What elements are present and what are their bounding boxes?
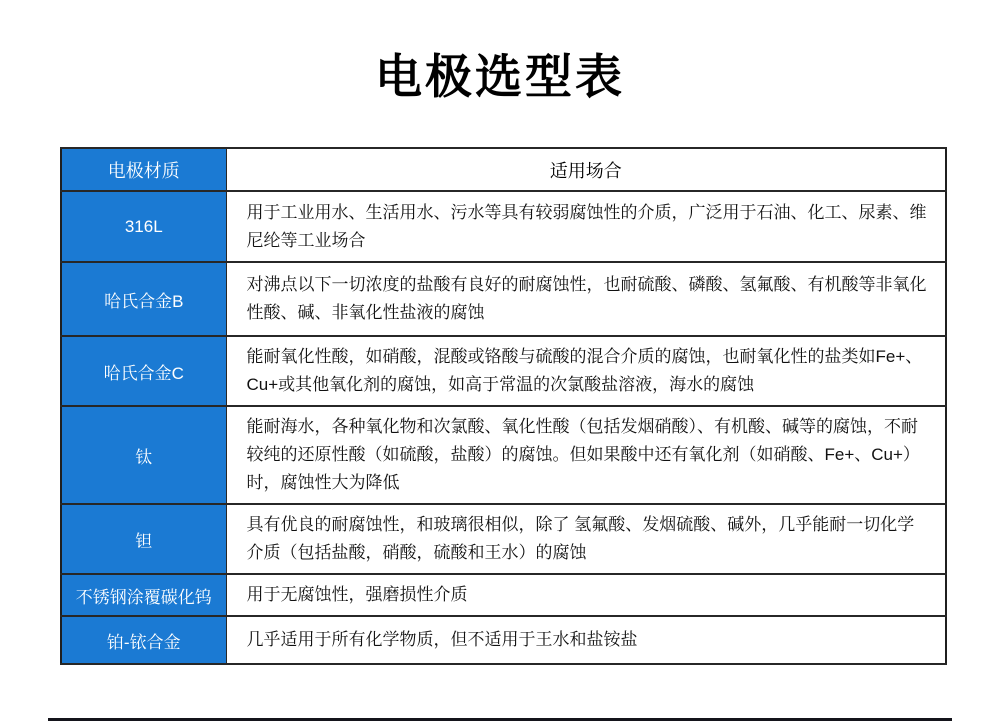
usage-cell: 能耐海水，各种氧化物和次氯酸、氧化性酸（包括发烟硝酸）、有机酸、碱等的腐蚀，不耐较纯的还原性酸（如硫酸，盐酸）的腐蚀。但如果酸中还有氧化剂（如硝酸、Fe+、Cu+）时，腐蚀性大为降低 [226,406,946,504]
usage-cell: 用于工业用水、生活用水、污水等具有较弱腐蚀性的介质，广泛用于石油、化工、尿素、维尼纶等工业场合 [226,191,946,262]
table-row [61,504,946,574]
material-cell: 不锈钢涂覆碳化钨 [61,574,226,616]
material-cell: 钽 [61,504,226,574]
usage-cell: 对沸点以下一切浓度的盐酸有良好的耐腐蚀性，也耐硫酸、磷酸、氢氟酸、有机酸等非氧化性酸、碱、非氧化性盐液的腐蚀 [226,262,946,336]
material-cell: 哈氏合金B [61,262,226,336]
usage-cell: 具有优良的耐腐蚀性，和玻璃很相似，除了 氢氟酸、发烟硫酸、碱外，几乎能耐一切化学介质（包括盐酸，硝酸，硫酸和王水）的腐蚀 [226,504,946,574]
material-cell: 316L [61,191,226,262]
page-title: 电极选型表 [375,50,625,103]
usage-cell: 用于无腐蚀性，强磨损性介质 [226,574,946,616]
footer-divider-line [48,718,952,721]
usage-cell: 能耐氧化性酸，如硝酸，混酸或铬酸与硫酸的混合介质的腐蚀，也耐氧化性的盐类如Fe+、Cu+或其他氧化剂的腐蚀，如高于常温的次氯酸盐溶液，海水的腐蚀 [226,336,946,406]
table-row [61,262,946,336]
electrode-selection-table [60,147,947,665]
header-material: 电极材质 [61,148,226,191]
table-row [61,336,946,406]
table-row [61,574,946,616]
usage-cell: 几乎适用于所有化学物质，但不适用于王水和盐铵盐 [226,616,946,664]
table-header-row [61,148,946,191]
material-cell: 钛 [61,406,226,504]
material-cell: 哈氏合金C [61,336,226,406]
table-row [61,406,946,504]
table-row [61,191,946,262]
header-usage: 适用场合 [226,148,946,191]
material-cell: 铂-铱合金 [61,616,226,664]
table-row [61,616,946,664]
